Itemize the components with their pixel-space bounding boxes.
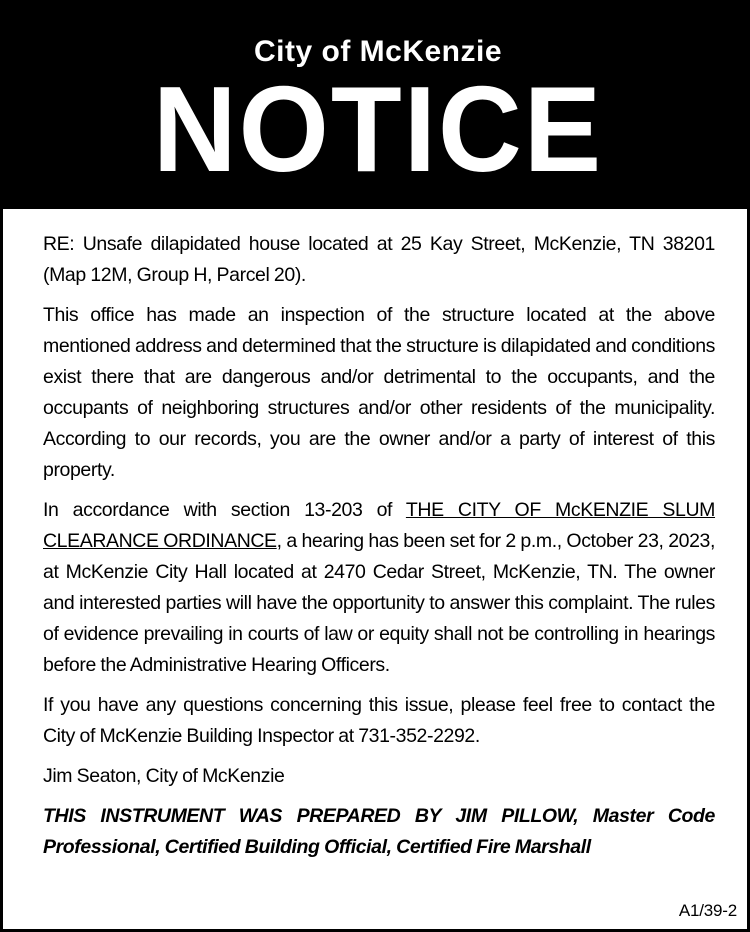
hearing-paragraph: [43, 495, 715, 681]
notice-title: NOTICE: [152, 60, 604, 198]
city-name: City of McKenzie: [253, 35, 503, 68]
inspection-paragraph: This office has made an inspection of the structure located at the above mentioned address and determined that the structure is dilapidated and conditions exist there that are dangerous and/or detrimental to the occupants, and the occupants of neighboring structures and/or other residents of the municipality. According to our records, you are the owner and/or a party of interest of this property.: [43, 304, 715, 481]
reference-code: A1/39-2: [678, 901, 737, 920]
questions-paragraph: If you have any questions concerning this issue, please feel free to contact the City of McKenzie Building Inspector at 731-352-2292.: [43, 694, 715, 747]
notice-body: [43, 229, 715, 872]
re-paragraph: RE: Unsafe dilapidated house located at 25 Kay Street, McKenzie, TN 38201 (Map 12M, Group H, Parcel 20).: [43, 233, 715, 286]
hearing-intro: In accordance with section 13-203 of: [43, 499, 406, 521]
signature: Jim Seaton, City of McKenzie: [43, 765, 285, 787]
prepared-by: THIS INSTRUMENT WAS PREPARED BY JIM PILLOW, Master Code Professional, Certified Building Official, Certified Fire Marshall: [43, 805, 715, 858]
hearing-details: , a hearing has been set for 2 p.m., October 23, 2023, at McKenzie City Hall located at 2470 Cedar Street, McKenzie, TN. The owner and interested parties will have the opportunity to answer this complaint. The rules of evidence prevailing in courts of law or equity shall not be controlling in hearings before the Administrative Hearing Officers.: [43, 530, 716, 676]
header-banner: [3, 3, 750, 209]
ordinance-name: THE CITY OF McKENZIE SLUM CLEARANCE ORDINANCE: [43, 499, 716, 552]
